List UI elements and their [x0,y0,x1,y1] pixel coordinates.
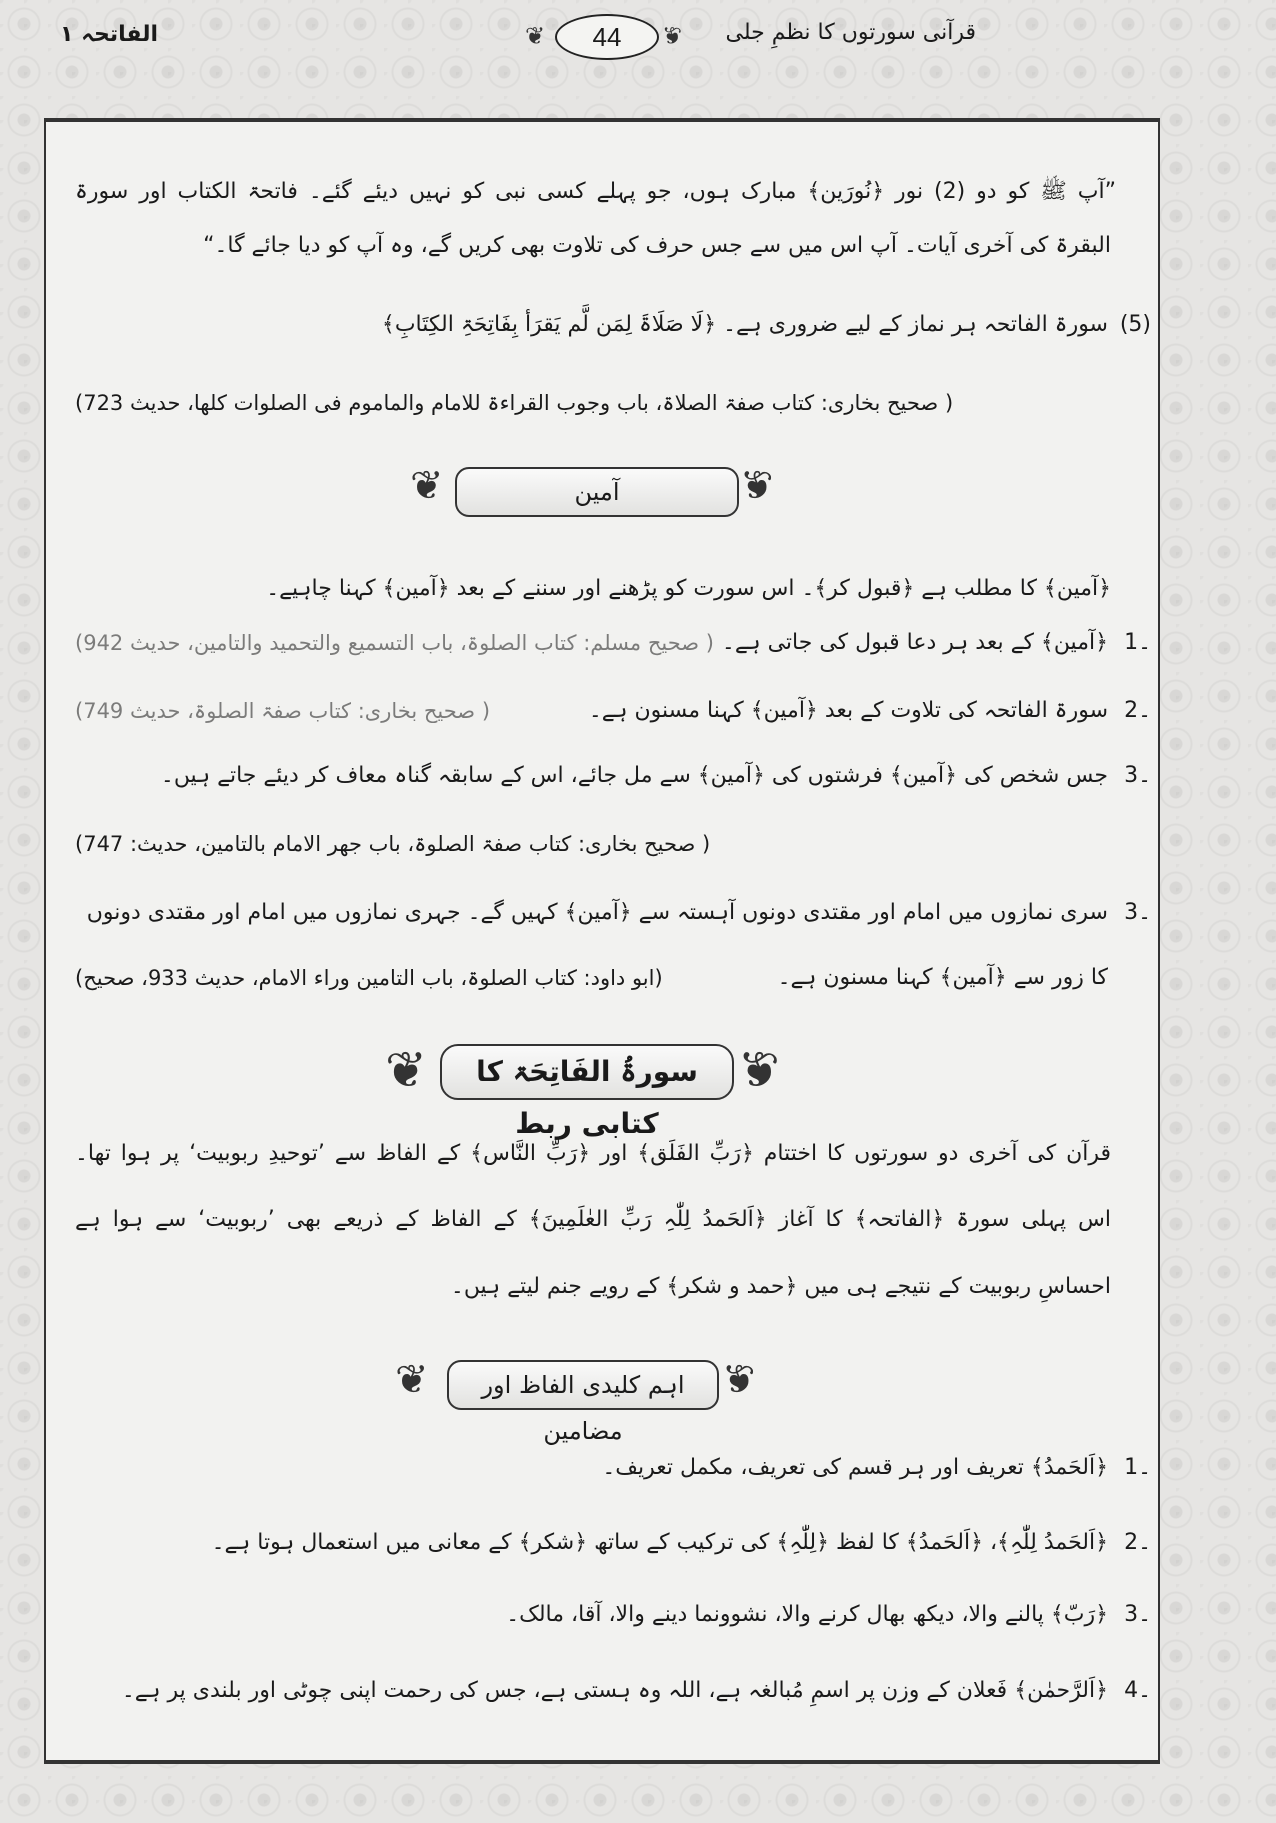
citation: ( صحیح بخاری: کتاب صفۃ الصلاۃ، باب وجوب القراءۃ للامام والماموم فی الصلوات کلھا، حدیث 723) [75,391,954,415]
list-item [75,962,1108,994]
intro-line: البقرۃ کی آخری آیات۔ آپ اس میں سے جس حرف کی تلاوت بھی کریں گے، وہ آپ کو دیا جائے گا۔“ [203,233,1111,258]
point-number: (5) [1119,312,1151,337]
item-number: 2۔ [1124,1530,1151,1555]
floral-ornament-icon: ❦ [740,463,774,509]
page-header [0,14,1276,64]
item-text: ﴿رَبّ﴾ پالنے والا، دیکھ بھال کرنے والا، نشوونما دینے والا، آقا، مالک۔ [506,1602,1108,1627]
page-number: 44 [555,14,659,60]
link-line: اس پہلی سورۃ ﴿الفاتحہ﴾ کا آغاز ﴿اَلحَمدُ لِلّٰہِ رَبِّ العٰلَمِینَ﴾ کے الفاظ کے ذریعے بھی ’ربوبیت‘ سے ہوا ہے [75,1207,1111,1232]
item-text: جس شخص کی ﴿آمین﴾ فرشتوں کی ﴿آمین﴾ سے مل جائے، اس کے سابقہ گناہ معاف کر دیئے جاتے ہیں۔ [160,763,1108,788]
citation: ( صحیح مسلم: کتاب الصلوۃ، باب التسمیع والتحمید والتامین، حدیث 942) [75,631,715,655]
list-item [75,627,1108,659]
item-text: کا زور سے ﴿آمین﴾ کہنا مسنون ہے۔ [777,965,1108,990]
book-title: قرآنی سورتوں کا نظمِ جلی [725,20,976,45]
floral-ornament-icon: ❦ [722,1357,756,1403]
item-text: سری نمازوں میں امام اور مقتدی دونوں آہستہ سے ﴿آمین﴾ کہیں گے۔ جہری نمازوں میں امام اور مقتدی دونوں [86,900,1108,925]
floral-ornament-icon: ❦ [738,1041,780,1099]
point-text: سورۃ الفاتحہ ہر نماز کے لیے ضروری ہے۔ ﴿لَا صَلَاۃَ لِمَن لَّم یَقرَأ بِفَاتِحَۃِ الکِتَابِ﴾ [381,312,1108,337]
floral-ornament-icon: ❦ [395,1357,429,1403]
citation: ( صحیح بخاری: کتاب صفۃ الصلوۃ، باب جھر الامام بالتامین، حدیث: 747) [75,832,711,856]
intro-line: ”آپ ﷺ کو دو (2) نور ﴿نُورَین﴾ مبارک ہوں، جو پہلے کسی نبی کو نہیں دیئے گئے۔ فاتحۃ الکتاب اور سورۃ [75,179,1116,204]
floral-ornament-icon: ❦ [410,463,444,509]
section-heading-amin: آمین [455,467,739,517]
citation: ( صحیح بخاری: کتاب صفۃ الصلوۃ، حدیث 749) [75,699,491,723]
floral-ornament-icon: ❦ [385,1041,427,1099]
content-frame [44,118,1160,1764]
section-heading-keywords: اہم کلیدی الفاظ اور مضامین [447,1360,719,1410]
item-number: 4۔ [1124,1678,1151,1703]
floral-ornament-icon: ❦ [525,22,546,50]
item-text: ﴿اَلحَمدُ لِلّٰہِ﴾، ﴿اَلحَمدُ﴾ کا لفظ ﴿لِلّٰہِ﴾ کی ترکیب کے ساتھ ﴿شکر﴾ کے معانی میں استعمال ہوتا ہے۔ [211,1530,1108,1555]
item-number: 3۔ [1124,763,1151,788]
list-item [75,695,1108,727]
item-number: 1۔ [1124,630,1151,655]
item-number: 1۔ [1124,1455,1151,1480]
item-number: 2۔ [1124,698,1151,723]
item-text: ﴿اَلحَمدُ﴾ تعریف اور ہر قسم کی تعریف، مکمل تعریف۔ [602,1455,1108,1480]
surah-name: الفاتحہ ۱ [60,22,158,47]
item-number: 3۔ [1124,900,1151,925]
item-text: ﴿اَلرَّحمٰن﴾ فَعلان کے وزن پر اسمِ مُبالغہ ہے، اللہ وہ ہستی ہے، جس کی رحمت اپنی چوٹی اور بلندی پر ہے۔ [121,1678,1108,1703]
amin-para: ﴿آمین﴾ کا مطلب ہے ﴿قبول کر﴾۔ اس سورت کو پڑھنے اور سننے کے بعد ﴿آمین﴾ کہنا چاہیے۔ [266,576,1111,601]
item-number: 3۔ [1124,1602,1151,1627]
section-heading-link: سورۃُ الفَاتِحَۃ کا کتابی ربط [440,1044,734,1100]
item-text: ﴿آمین﴾ کے بعد ہر دعا قبول کی جاتی ہے۔ [721,630,1108,655]
citation: (ابو داود: کتاب الصلوۃ، باب التامین وراء الامام، حدیث 933، صحیح) [75,966,663,990]
floral-ornament-icon: ❦ [662,22,683,50]
link-line: احساسِ ربوبیت کے نتیجے ہی میں ﴿حمد و شکر﴾ کے رویے جنم لیتے ہیں۔ [450,1274,1111,1299]
link-line: قرآن کی آخری دو سورتوں کا اختتام ﴿رَبِّ الفَلَق﴾ اور ﴿رَبِّ النَّاس﴾ کے الفاظ سے ’توحیدِ ربوبیت‘ پر ہوا تھا۔ [75,1141,1111,1166]
item-text: سورۃ الفاتحہ کی تلاوت کے بعد ﴿آمین﴾ کہنا مسنون ہے۔ [588,698,1108,723]
